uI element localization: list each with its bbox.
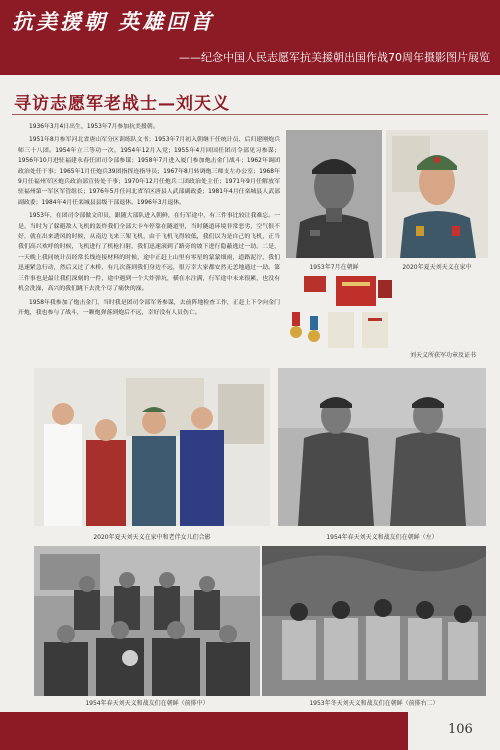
photo-1953-portrait [286, 130, 382, 258]
paragraph-kinmen: 1958年我参加了炮击金门，当时我是团司令部军务参谋，去前阵地检查工作，正赶上下令向金门开炮，我也参与了战斗，一颗炮弹落到炮后不远，幸好没有人员伤亡。 [18, 299, 280, 316]
caption-medals: 刘天义所获军功章及证书 [410, 352, 477, 359]
caption-1953-winter-group: 1953年冬天刘天义和战友们在朝鲜（前排右二） [309, 700, 439, 707]
caption-2020-portrait: 2020年夏天刘天义在家中 [402, 264, 472, 271]
photo-1953-winter-group [262, 546, 486, 696]
caption-family-2020: 2020年夏天刘天义在家中和老伴女儿们合影 [93, 534, 211, 541]
banner-subtitle: ——纪念中国人民志愿军抗美援朝出国作战70周年摄影图片展览 [179, 51, 490, 64]
caption-1954-spring-pair: 1954年春天刘天义和战友们在朝鲜（左） [326, 534, 438, 541]
article-title: 寻访志愿军老战士—刘天义 [14, 94, 230, 114]
banner-title: 抗美援朝 英雄回首 [12, 9, 215, 34]
paragraph-memories: 1953年，在团司令部做文印员，跟随大部队进入朝鲜，在行军途中，有三件事比较让我难忘。一是，当时为了躲避敌人飞机的轰炸我们全部大卡车停靠在隧道里，当时隧道环境非常恶劣，空气很不好，就在出来透风的时候，从南边飞来三架飞机，由于飞机飞得较低，我们以为是自己的飞机，正当我们高兴欢呼的时候，飞机进行了机枪扫射，我们迅速滚到了路旁的坡下进行隐蔽逃过一劫。二是，一天晚上我同统计员经常长线连接材料的时候，途中正赶上山里有零星的蒙蒙细雨，道路泥泞，我们迅速紧急行动，然后又过了木桥，有几次落到我们身边不远，很万幸大家都安然无恙地通过一劫。第三件事也是最让我们深刻的一件，途中遇到一个大炸弹坑，横在水注满，行军途中未来很累，也没有机会洗澡，高兴的我们跳下去洗个尽了痛快的澡。 [18, 213, 280, 293]
photo-2020-portrait [386, 130, 488, 258]
photo-1954-spring-group [34, 546, 260, 696]
photo-family-2020 [34, 368, 270, 526]
caption-1953-portrait: 1953年7月在朝鲜 [309, 264, 359, 271]
page-number: 106 [448, 722, 473, 737]
paragraph-career: 1951年8月参军河北省唐山军分区训练队文书；1953年7月初入朝继干任统计员、后归建刚炮兵师三十八团。1954年立三等功一次，1954年12月入党；1955年4月回国任团司令部见习参谋；1956年10月进驻福建永春任团司令部参谋；1958年7月进入厦门参加炮击金门战斗；1962年调团政治处任干事；1965年1月任炮兵39团指挥连指导员；1967年8月转调炮三师支左办公室；1968年9月任福州军区炮兵政治部宣传处干事；1970年12月任炮兵二团政治处主任；1971年9月任解放军驻福州第一军区军管组长；1976年5月任河北省军区唐县人武部副政委；1981年4月任栾城县人武部副政委；1984年4月任栾城县县级干部退休。1996年3月退休。 [18, 137, 280, 206]
paragraph-intro: 1936年3月4日出生，1953年7月参加抗美援朝。 [29, 124, 159, 130]
article-body [18, 122, 280, 321]
photo-medals [286, 272, 406, 354]
header-banner [0, 0, 500, 75]
caption-1954-spring-group: 1954年春天刘天义和战友们在朝鲜（前排中） [85, 700, 209, 707]
footer-band [0, 712, 408, 750]
title-divider [12, 114, 488, 115]
photo-1954-spring-pair [278, 368, 486, 526]
